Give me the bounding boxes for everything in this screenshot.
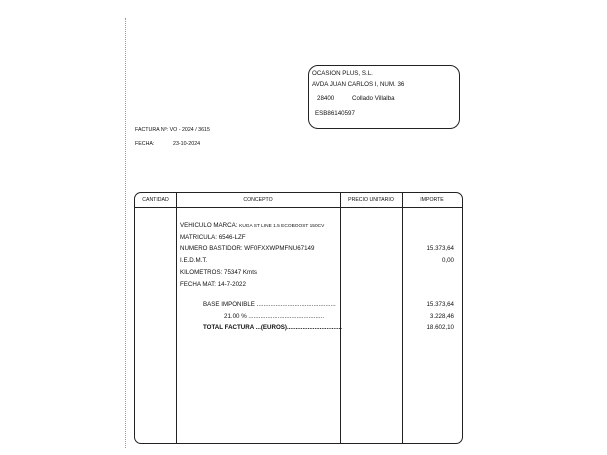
plate-row: MATRICULA: 6546-LZF bbox=[180, 234, 246, 241]
vat-label: 21.00 % ............................................ bbox=[224, 313, 325, 320]
column-divider-concept bbox=[340, 193, 341, 443]
vat-amount: 3.228,46 bbox=[429, 313, 454, 320]
company-tax-id: ESB86140597 bbox=[315, 110, 355, 117]
registration-date-row: FECHA MAT: 14-7-2022 bbox=[180, 281, 246, 288]
company-street: AVDA JUAN CARLOS I, NUM. 36 bbox=[312, 81, 405, 88]
header-quantity: CANTIDAD bbox=[142, 197, 169, 203]
invoice-date: 23-10-2024 bbox=[173, 141, 201, 147]
header-concept: CONCEPTO bbox=[243, 197, 273, 203]
iedmt-amount: 0,00 bbox=[441, 257, 454, 264]
header-amount: IMPORTE bbox=[420, 197, 444, 203]
column-divider-price bbox=[402, 193, 403, 443]
invoice-date-label: FECHA: bbox=[135, 141, 155, 147]
vehicle-brand-label: VEHICULO MARCA: bbox=[180, 222, 240, 229]
company-city: Collado Villalba bbox=[352, 95, 395, 102]
total-amount: 18.602,10 bbox=[426, 324, 454, 331]
base-label: BASE IMPONIBLE .............................................. bbox=[203, 301, 336, 308]
total-label: TOTAL FACTURA ...(EUROS)................................ bbox=[203, 324, 342, 331]
iedmt-row: I.E.D.M.T. bbox=[180, 257, 208, 264]
vehicle-brand-row bbox=[180, 222, 324, 229]
km-row: KILOMETROS: 75347 Kmts bbox=[180, 269, 258, 276]
header-divider bbox=[135, 207, 462, 208]
vin-amount: 15.373,64 bbox=[426, 245, 454, 252]
header-unit-price: PRECIO UNITARIO bbox=[348, 197, 394, 203]
base-amount: 15.373,64 bbox=[426, 301, 454, 308]
company-name: OCASION PLUS, S.L. bbox=[312, 70, 373, 77]
vin-row: NUMERO BASTIDOR: WF0FXXWPMFNU67149 bbox=[180, 245, 315, 252]
vehicle-model: KUGA ST LINE 1.5 ECOBOOST 150CV bbox=[239, 224, 325, 229]
invoice-number: FACTURA Nº: VO - 2024 / 3615 bbox=[135, 127, 210, 133]
column-divider-quantity bbox=[176, 193, 177, 443]
left-margin-rule bbox=[125, 18, 127, 448]
company-postal-code: 28400 bbox=[317, 95, 335, 102]
